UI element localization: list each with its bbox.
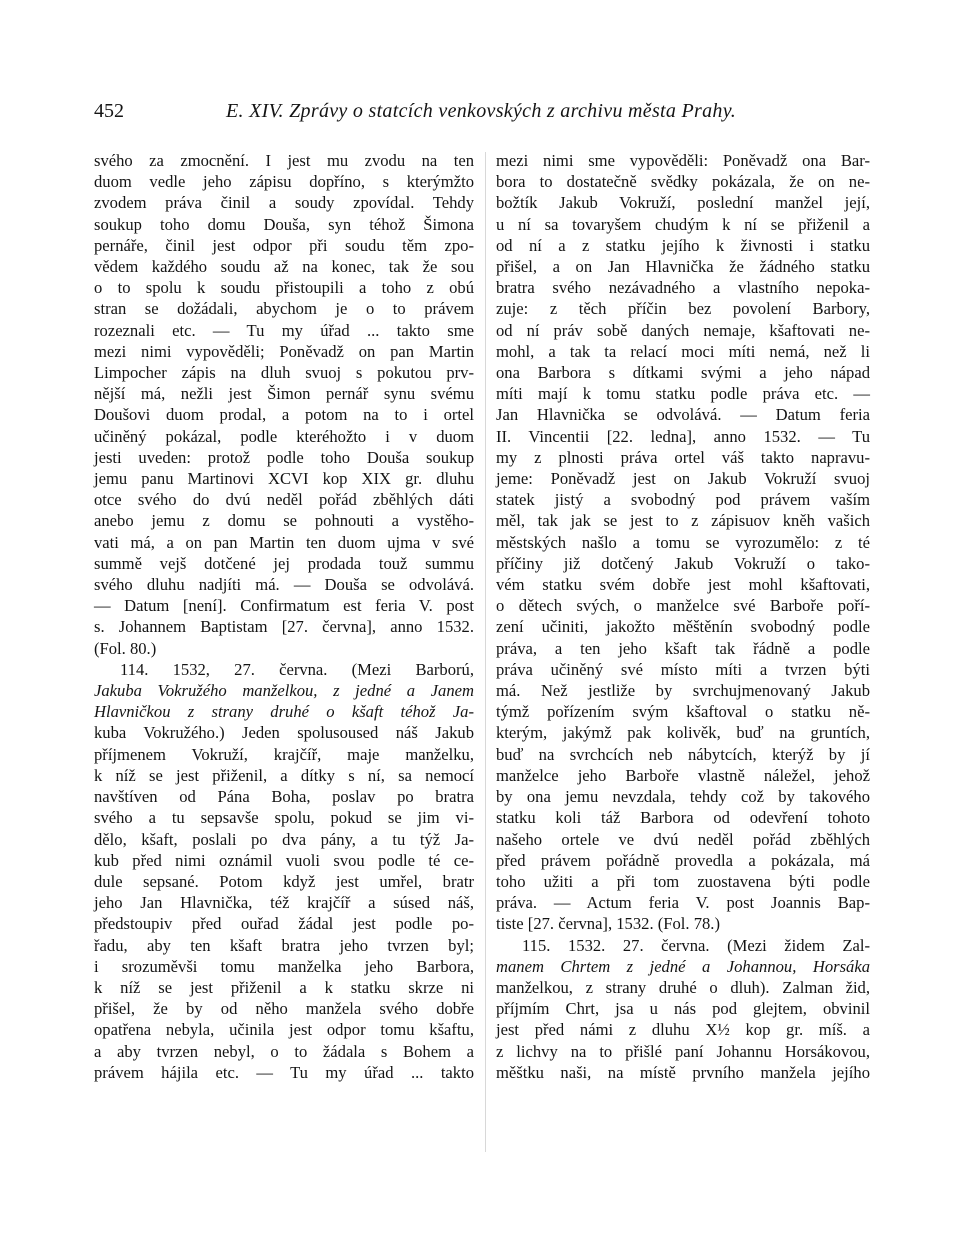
text-line: práva učiněný své místo míti a tvrzen býti — [496, 659, 870, 679]
text-line: otce svého do dvú neděl pořád zběhlých dáti — [94, 490, 474, 510]
text-line: příjmím Chrt, jsa u nás pod glejtem, obvinil — [496, 999, 870, 1019]
text-line: přišel, a on Jan Hlavnička že žádného statku — [496, 257, 870, 277]
text-line: mezi nimi sme vypověděli: Poněvadž ona Bar- — [496, 151, 870, 170]
text-line: navštíven od Pána Boha, poslav po bratra — [94, 787, 474, 807]
text-line: o to spolu k soudu přistoupili a toho z obú — [94, 278, 474, 298]
text-line: kterým, jakýmž pak kolivěk, buď na gruntích, — [496, 723, 870, 743]
text-line: jeho Jan Hlavnička, též krajčíř a súsed náš, — [94, 893, 474, 913]
text-line: anebo jemu z domu se pohnouti a vystěho- — [94, 511, 474, 531]
text-line: (Fol. 80.) — [94, 638, 157, 658]
text-line: zuje: z těch příčin bez povolení Barbory, — [496, 299, 870, 319]
text-line: rozeznali etc. — Tu my úřad ... takto sme — [94, 320, 474, 340]
text-line: jeme: Poněvadž jest on Jakub Vokruží svuoj — [496, 469, 870, 489]
entry-heading: 115. 1532. 27. června. (Mezi židem Zal- — [522, 935, 870, 955]
text-line: týmž pořízením svým kšaftoval o statku ně- — [496, 702, 870, 722]
text-line: před právem pořádně provedla a pokázala, má — [496, 850, 870, 870]
text-line: buď na svrchcích neb nábytcích, kterýž by jí — [496, 744, 870, 764]
text-line: jest před námi z dluhu X½ kop gr. míš. a — [496, 1020, 870, 1040]
text-line: zení učiniti, jakožto měštěnín svobodný podle — [496, 617, 870, 637]
text-line: svého za zmocnění. I jest mu zvodu na ten — [94, 151, 474, 170]
text-line: práva. — Actum feria V. post Joannis Bap- — [496, 893, 870, 913]
text-line: ona Barbora s dítkami svými a jeho nápad — [496, 363, 870, 383]
text-line: práva, a ten jeho kšaft tak řádně a podle — [496, 638, 870, 658]
text-line: mezi nimi vypověděli; Poněvadž on pan Martin — [94, 341, 474, 361]
text-line: městských našlo a tomu se vyrozumělo: z té — [496, 532, 870, 552]
text-line: učiněný pokázal, podle kteréhožto i v duom — [94, 426, 474, 446]
text-line: duom vedle jeho zápisu dopříno, s kterýmžto — [94, 172, 474, 192]
text-line: Limpocher zápis na dluh svuoj s pokutou prv- — [94, 363, 474, 383]
text-line: svého a tu sepsavše spolu, pokud se jim vi- — [94, 808, 474, 828]
text-line: k níž se jest přiženil a k statku skrze ni — [94, 977, 474, 997]
running-title: E. XIV. Zprávy o statcích venkovských z archivu města Prahy. — [226, 100, 737, 122]
entry-summary-line: manem Chrtem z jedné a Johannou, Horsáka — [496, 956, 870, 976]
text-line: Jan Hlavnička se odvolává. — Datum feria — [496, 405, 870, 425]
text-line: z lichvy na to přišlé paní Johannu Horsákovou, — [496, 1041, 870, 1061]
entry-summary-line: Jakuba Vokružého manželkou, z jedné a Janem — [94, 681, 474, 701]
left-column — [94, 150, 474, 1083]
text-line: manželkou, z strany druhé o dluh). Zalman žid, — [496, 977, 870, 997]
right-column — [496, 150, 870, 1083]
page-header — [94, 100, 874, 130]
text-line: příčiny již dotčený Jakub Vokruží o tako- — [496, 553, 870, 573]
text-line: statku koli táž Barbora od odevření tohoto — [496, 808, 870, 828]
text-line: vati má, a on pan Martin ten duom ujma v své — [94, 532, 474, 552]
text-line: kuba Vokružého.) Jeden spolusoused náš Jakub — [94, 723, 474, 743]
text-line: vědem každého soudu až na konec, tak že sou — [94, 257, 474, 277]
text-line: měl, tak jak se jest to z zápisuov kněh vašich — [496, 511, 870, 531]
text-line: a aby tvrzen nebyl, o to žádala s Bohem a — [94, 1041, 474, 1061]
text-line: božtík Jakub Vokruží, poslední manžel její, — [496, 193, 870, 213]
text-line: zvodem práva činil a soudy zpovídal. Tehdy — [94, 193, 474, 213]
text-line: od ní práv sobě daných nemaje, kšaftovati ne- — [496, 320, 870, 340]
text-line: míti mají k tomu statku podle práva etc. — — [496, 384, 870, 404]
entry-summary-line: Hlavničkou z strany druhé o kšaft téhož Ja- — [94, 702, 474, 722]
text-line: summě vejš dotčené jej prodada touž summu — [94, 553, 474, 573]
text-line: o dětech svých, o manželce své Barboře poří- — [496, 596, 870, 616]
text-line: pernáře, činil jest odpor při soudu těm zpo- — [94, 235, 474, 255]
text-line: našeho ortele ve dvú neděl pořád zběhlých — [496, 829, 870, 849]
text-line: dule sepsané. Potom když jest umřel, bratr — [94, 871, 474, 891]
text-line: bora to dostatečně svědky pokázala, že on ne- — [496, 172, 870, 192]
text-line: od ní a z statku jejího k živnosti i statku — [496, 235, 870, 255]
text-line: i srozuměvši tomu manželka jeho Barbora, — [94, 956, 474, 976]
entry-heading: 114. 1532, 27. června. (Mezi Barború, — [120, 659, 474, 679]
text-line: opatřena nebyla, učinila jest odpor tomu kšaftu, — [94, 1020, 474, 1040]
text-line: s. Johannem Baptistam [27. června], anno 1532. — [94, 617, 474, 637]
text-line: bratra svého nezávadného a vlastního nepoka- — [496, 278, 870, 298]
text-line: jemu panu Martinovi XCVI kop XIX gr. dluhu — [94, 469, 474, 489]
text-line: vém statku svém dobře jest mohl kšaftovati, — [496, 575, 870, 595]
page-number: 452 — [94, 100, 124, 122]
column-divider — [485, 152, 486, 1152]
text-line: řadu, aby ten kšaft bratra jeho tvrzen byl; — [94, 935, 474, 955]
text-line: měštku naši, na místě prvního manžela jejího — [496, 1062, 870, 1082]
text-line: dělo, kšaft, poslali po dva pány, a tu týž Ja- — [94, 829, 474, 849]
text-line: toho užiti a při tom zuostavena býti podle — [496, 871, 870, 891]
text-line: stran se dožádali, abychom je o to právem — [94, 299, 474, 319]
text-line: manželce jeho Barboře vlastně náležel, jehož — [496, 765, 870, 785]
text-line: právem hájila etc. — Tu my úřad ... takto — [94, 1062, 474, 1082]
text-line: soukup toho domu Douša, syn téhož Šimona — [94, 214, 474, 234]
text-line: příjmenem Vokruží, krajčíř, maje manželku, — [94, 744, 474, 764]
text-line: u ní sa tovaryšem chudým k ní se přiženil a — [496, 214, 870, 234]
text-line: my z plnosti práva ortel váš takto napravu- — [496, 447, 870, 467]
text-line: nější má, nežli jest Šimon pernář synu svému — [94, 384, 474, 404]
text-line: svého dluhu nadjíti má. — Douša se odvolává. — [94, 575, 474, 595]
text-line: Doušovi duom prodal, a potom na to i ortel — [94, 405, 474, 425]
text-line: přišel, že by od něho manžela svého dobře — [94, 999, 474, 1019]
text-line: — Datum [není]. Confirmatum est feria V. post — [94, 596, 474, 616]
text-line: by ona jemu nevzdala, tehdy což by takového — [496, 787, 870, 807]
text-line: má. Než jestliže by svrchujmenovaný Jakub — [496, 681, 870, 701]
text-line: mohl, a tak ta relací moci míti nemá, než li — [496, 341, 870, 361]
text-line: II. Vincentii [22. ledna], anno 1532. — Tu — [496, 426, 870, 446]
text-line: jesti uveden: protož podle toho Douša soukup — [94, 447, 474, 467]
text-line: tiste [27. června], 1532. (Fol. 78.) — [496, 914, 720, 934]
text-line: předstoupiv před ouřad žádal jest podle po- — [94, 914, 474, 934]
text-line: statek jistý a svobodný pod právem vaším — [496, 490, 870, 510]
text-line: k níž se jest přiženil, a dítky s ní, sa nemocí — [94, 765, 474, 785]
text-line: kub před nimi oznámil vuoli svou podle té ce- — [94, 850, 474, 870]
